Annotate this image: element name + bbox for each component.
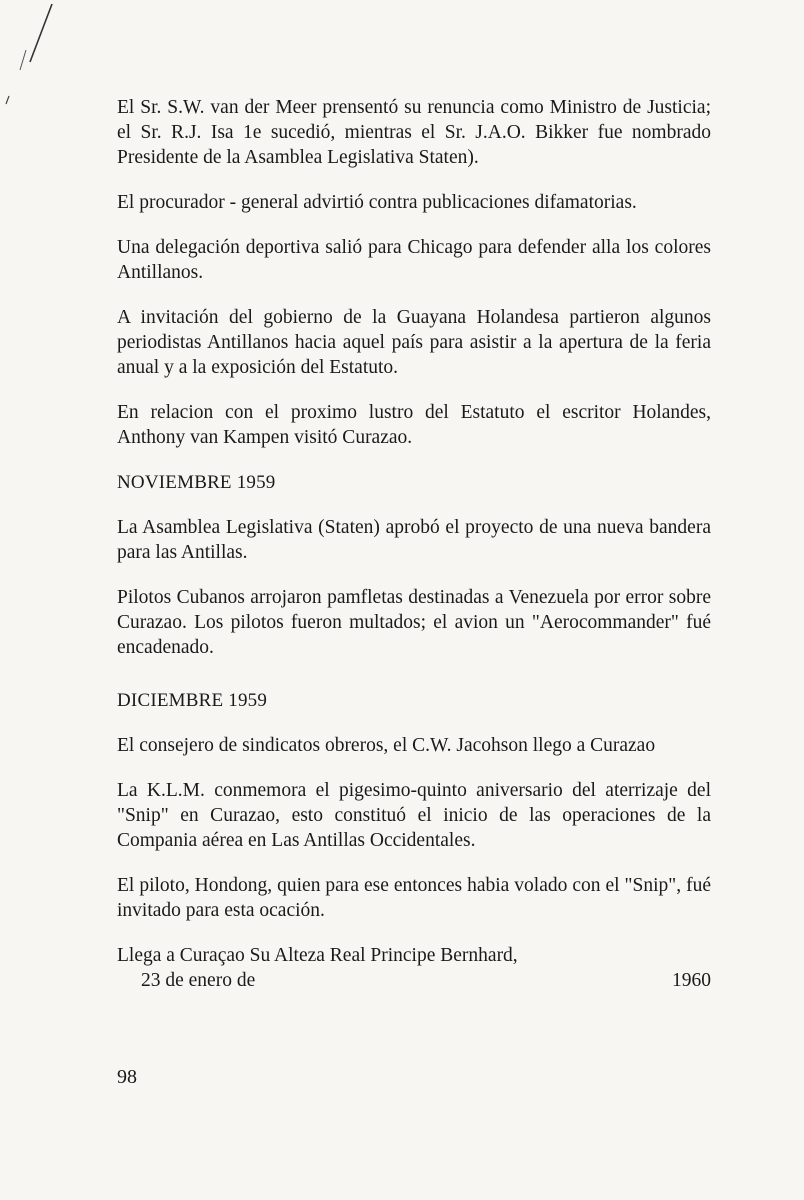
closing-line-2	[117, 968, 711, 993]
closing-date-text: 23 de enero de	[141, 970, 256, 991]
page-number: 98	[117, 1066, 137, 1088]
paragraph: El procurador - general advirtió contra publicaciones difamatorias.	[117, 192, 637, 213]
text-column	[117, 95, 711, 993]
pen-stroke-mark	[0, 0, 60, 120]
paragraph: Pilotos Cubanos arrojaron pamfletas destinadas a Venezuela por error sobre Curazao. Los pilotos fueron multados; el avion un "Aerocommander" fué encadenado.	[117, 587, 711, 658]
paragraph: La Asamblea Legislativa (Staten) aprobó el proyecto de una nueva bandera para las Antillas.	[117, 517, 711, 563]
closing-entry	[117, 943, 711, 993]
section-heading-november: NOVIEMBRE 1959	[117, 472, 276, 493]
paragraph: A invitación del gobierno de la Guayana Holandesa partieron algunos periodistas Antillanos hacia aquel país para asistir a la apertura de la feria anual y a la exposición del Estatuto.	[117, 307, 711, 378]
paragraph: Una delegación deportiva salió para Chicago para defender alla los colores Antillanos.	[117, 237, 711, 283]
closing-line-1: Llega a Curaçao Su Alteza Real Principe Bernhard,	[117, 945, 518, 966]
paragraph: La K.L.M. conmemora el pigesimo-quinto aniversario del aterrizaje del "Snip" en Curazao, esto constituó el inicio de las operaciones de la Compania aérea en Las Antillas Occidentales.	[117, 780, 711, 851]
closing-year: 1960	[672, 970, 711, 991]
paragraph: El Sr. S.W. van der Meer prensentó su renuncia como Ministro de Justicia; el Sr. R.J. Isa 1e sucedió, mientras el Sr. J.A.O. Bikker fue nombrado Presidente de la Asamblea Legislativa Staten).	[117, 97, 711, 168]
paragraph: En relacion con el proximo lustro del Estatuto el escritor Holandes, Anthony van Kampen visitó Curazao.	[117, 402, 711, 448]
section-heading-december: DICIEMBRE 1959	[117, 690, 268, 711]
paragraph: El consejero de sindicatos obreros, el C.W. Jacohson llego a Curazao	[117, 735, 656, 756]
paragraph: El piloto, Hondong, quien para ese entonces habia volado con el "Snip", fué invitado para esta ocación.	[117, 875, 711, 921]
